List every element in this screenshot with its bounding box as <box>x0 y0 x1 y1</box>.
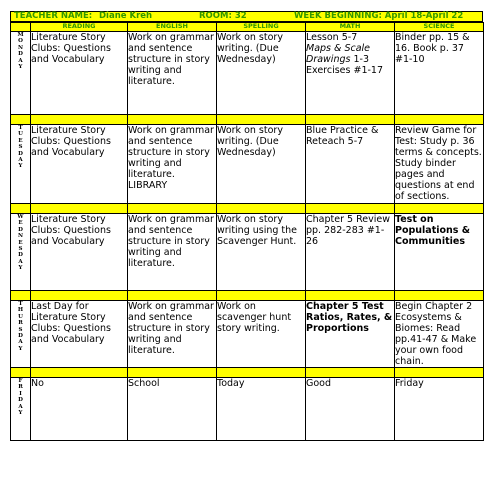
thursday-spelling: Work on scavenger hunt story writing. <box>217 301 306 368</box>
tuesday-math: Blue Practice & Reteach 5-7 <box>306 125 395 204</box>
subject-math: MATH <box>306 23 395 32</box>
day-label-monday: M O N D A Y <box>11 32 31 115</box>
monday-english: Work on grammar and sentence structure in story writing and literature. <box>128 32 217 115</box>
corner-cell <box>11 23 31 32</box>
separator-band <box>11 204 484 214</box>
thursday-science: Begin Chapter 2 Ecosystems & Biomes: Read pp.41-47 & Make your own food chain. <box>395 301 484 368</box>
separator-band <box>11 115 484 125</box>
day-label-wednesday: W E D N E S D A Y <box>11 214 31 291</box>
monday-science: Binder pp. 15 & 16. Book p. 37 #1-10 <box>395 32 484 115</box>
wednesday-reading: Literature Story Clubs: Questions and Vocabulary <box>31 214 128 291</box>
day-row-thursday <box>11 301 484 368</box>
monday-math: Lesson 5-7 Maps & Scale Drawings 1-3 Exercises #1-17 <box>306 32 395 115</box>
subject-reading: READING <box>31 23 128 32</box>
day-label-friday: F R I D A Y <box>11 378 31 441</box>
friday-science: Friday <box>395 378 484 441</box>
tuesday-english: Work on grammar and sentence structure in story writing and literature. LIBRARY <box>128 125 217 204</box>
friday-english: School <box>128 378 217 441</box>
week-beginning: WEEK BEGINNING: April 18-April 22 <box>294 11 464 21</box>
day-row-friday <box>11 378 484 441</box>
day-row-monday <box>11 32 484 115</box>
subject-spelling: SPELLING <box>217 23 306 32</box>
monday-spelling: Work on story writing. (Due Wednesday) <box>217 32 306 115</box>
friday-reading: No <box>31 378 128 441</box>
wednesday-science: Test on Populations & Communities <box>395 214 484 291</box>
teacher-name: Diane Kreh <box>99 11 153 21</box>
separator-band <box>11 368 484 378</box>
wednesday-spelling: Work on story writing using the Scavenger Hunt. <box>217 214 306 291</box>
thursday-reading: Last Day for Literature Story Clubs: Questions and Vocabulary <box>31 301 128 368</box>
tuesday-spelling: Work on story writing. (Due Wednesday) <box>217 125 306 204</box>
wednesday-english: Work on grammar and sentence structure in story writing and literature. <box>128 214 217 291</box>
subject-english: ENGLISH <box>128 23 217 32</box>
thursday-math: Chapter 5 Test Ratios, Rates, & Proportions <box>306 301 395 368</box>
lesson-plan-table <box>10 22 484 441</box>
day-row-tuesday <box>11 125 484 204</box>
monday-reading: Literature Story Clubs: Questions and Vocabulary <box>31 32 128 115</box>
day-row-wednesday <box>11 214 484 291</box>
wednesday-math: Chapter 5 Review pp. 282-283 #1-26 <box>306 214 395 291</box>
friday-spelling: Today <box>217 378 306 441</box>
separator-band <box>11 291 484 301</box>
thursday-english: Work on grammar and sentence structure in story writing and literature. <box>128 301 217 368</box>
day-label-tuesday: T U E S D A Y <box>11 125 31 204</box>
tuesday-science: Review Game for Test: Study p. 36 terms & concepts. Study binder pages and questions at end of sections. <box>395 125 482 202</box>
room-number: ROOM: 32 <box>199 11 247 21</box>
lesson-plan-sheet <box>10 11 483 441</box>
day-label-thursday: T H U R S D A Y <box>11 301 31 368</box>
friday-math: Good <box>306 378 395 441</box>
tuesday-reading: Literature Story Clubs: Questions and Vocabulary <box>31 125 128 204</box>
teacher-label: TEACHER NAME: <box>14 11 93 21</box>
subject-header-row <box>11 23 484 32</box>
subject-science: SCIENCE <box>395 23 484 32</box>
header-bar <box>10 11 483 22</box>
